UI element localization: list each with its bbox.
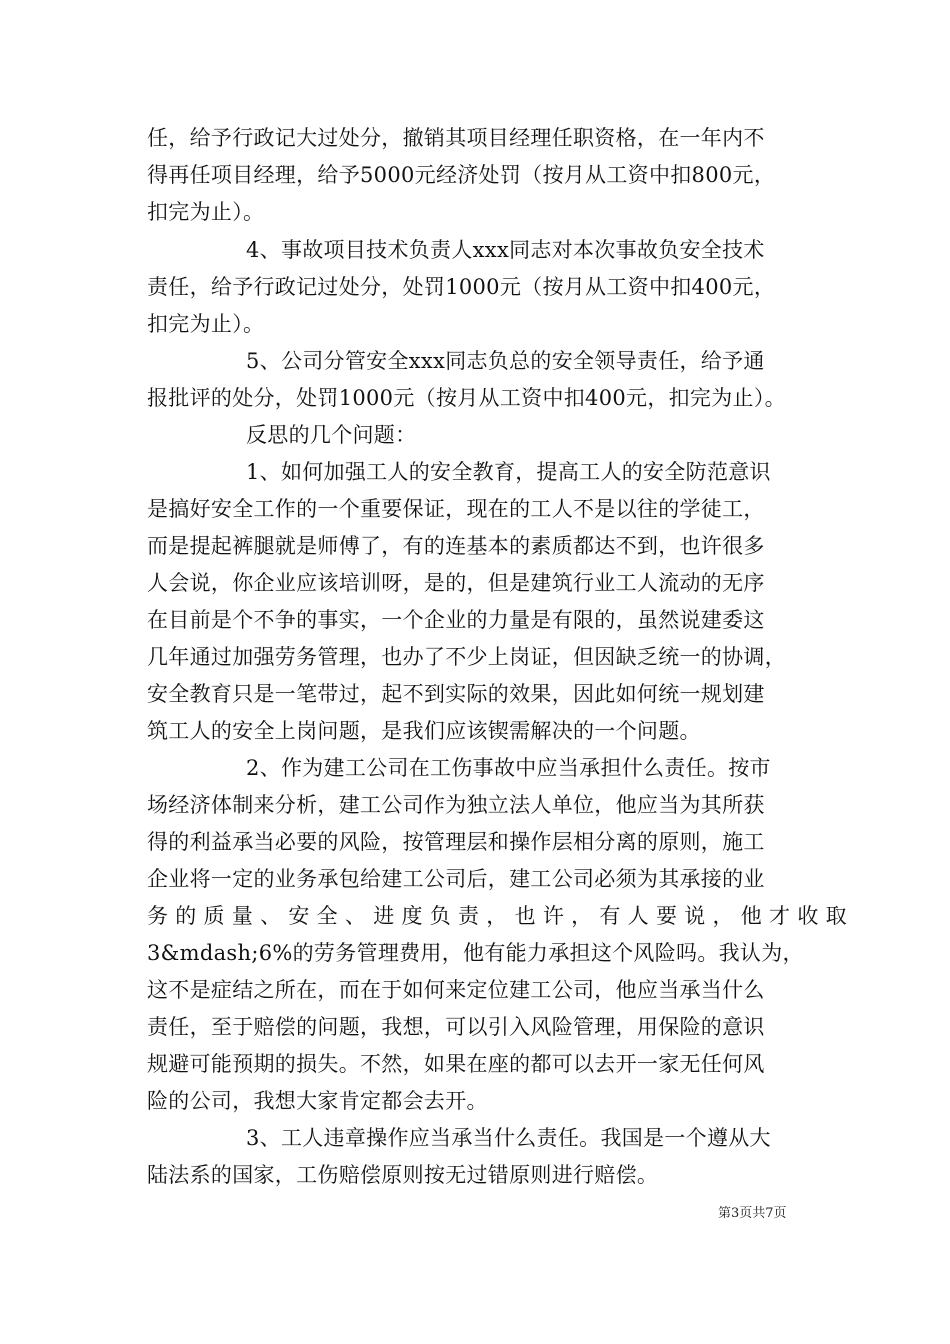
text-line: 人会说，你企业应该培训呀，是的，但是建筑行业工人流动的无序 bbox=[147, 571, 765, 595]
text-line: 扣完为止）。 bbox=[147, 200, 265, 224]
page-number: 第3页共7页 bbox=[718, 1206, 787, 1221]
text-line: 企业将一定的业务承包给建工公司后，建工公司必须为其承接的业 bbox=[147, 867, 765, 891]
text-line: 务 的 质 量 、 安 全 、 进 度 负 责 ， 也 许 ， 有 人 要 说 ， 他 才 收 取 bbox=[147, 904, 847, 928]
text-line: 场经济体制来分析，建工公司作为独立法人单位，他应当为其所获 bbox=[147, 793, 765, 817]
text-line: 4、事故项目技术负责人xxx同志对本次事故负安全技术 bbox=[246, 238, 765, 262]
text-line: 几年通过加强劳务管理，也办了不少上岗证，但因缺乏统一的协调， bbox=[147, 645, 786, 669]
text-line: 在目前是个不争的事实，一个企业的力量是有限的，虽然说建委这 bbox=[147, 608, 765, 632]
text-line: 1、如何加强工人的安全教育，提高工人的安全防范意识 bbox=[246, 460, 771, 484]
text-line: 3、工人违章操作应当承当什么责任。我国是一个遵从大 bbox=[246, 1126, 771, 1150]
text-line: 筑工人的安全上岗问题，是我们应该锲需解决的一个问题。 bbox=[147, 719, 701, 743]
text-line: 是搞好安全工作的一个重要保证，现在的工人不是以往的学徒工， bbox=[147, 497, 765, 521]
text-line: 而是提起裤腿就是师傅了，有的连基本的素质都达不到，也许很多 bbox=[147, 534, 765, 558]
section-heading: 反思的几个问题： bbox=[246, 423, 417, 447]
text-line: 安全教育只是一笔带过，起不到实际的效果，因此如何统一规划建 bbox=[147, 682, 765, 706]
text-line: 报批评的处分，处罚1000元（按月从工资中扣400元，扣完为止）。 bbox=[147, 386, 786, 410]
text-line: 这不是症结之所在，而在于如何来定位建工公司，他应当承当什么 bbox=[147, 978, 765, 1002]
text-line: 3&mdash;6%的劳务管理费用，他有能力承担这个风险吗。我认为， bbox=[147, 941, 804, 965]
text-line: 规避可能预期的损失。不然，如果在座的都可以去开一家无任何风 bbox=[147, 1052, 765, 1076]
text-line: 得的利益承当必要的风险，按管理层和操作层相分离的原则，施工 bbox=[147, 830, 765, 854]
text-line: 陆法系的国家，工伤赔偿原则按无过错原则进行赔偿。 bbox=[147, 1163, 659, 1187]
text-line: 任，给予行政记大过处分，撤销其项目经理任职资格，在一年内不 bbox=[147, 126, 765, 150]
text-line: 责任，至于赔偿的问题，我想，可以引入风险管理，用保险的意识 bbox=[147, 1015, 765, 1039]
text-line: 责任，给予行政记过处分，处罚1000元（按月从工资中扣400元， bbox=[147, 275, 776, 299]
text-line: 得再任项目经理，给予5000元经济处罚（按月从工资中扣800元， bbox=[147, 163, 776, 187]
text-line: 2、作为建工公司在工伤事故中应当承担什么责任。按市 bbox=[246, 756, 771, 780]
text-line: 险的公司，我想大家肯定都会去开。 bbox=[147, 1089, 488, 1113]
text-line: 5、公司分管安全xxx同志负总的安全领导责任，给予通 bbox=[246, 349, 765, 373]
text-line: 扣完为止）。 bbox=[147, 312, 265, 336]
